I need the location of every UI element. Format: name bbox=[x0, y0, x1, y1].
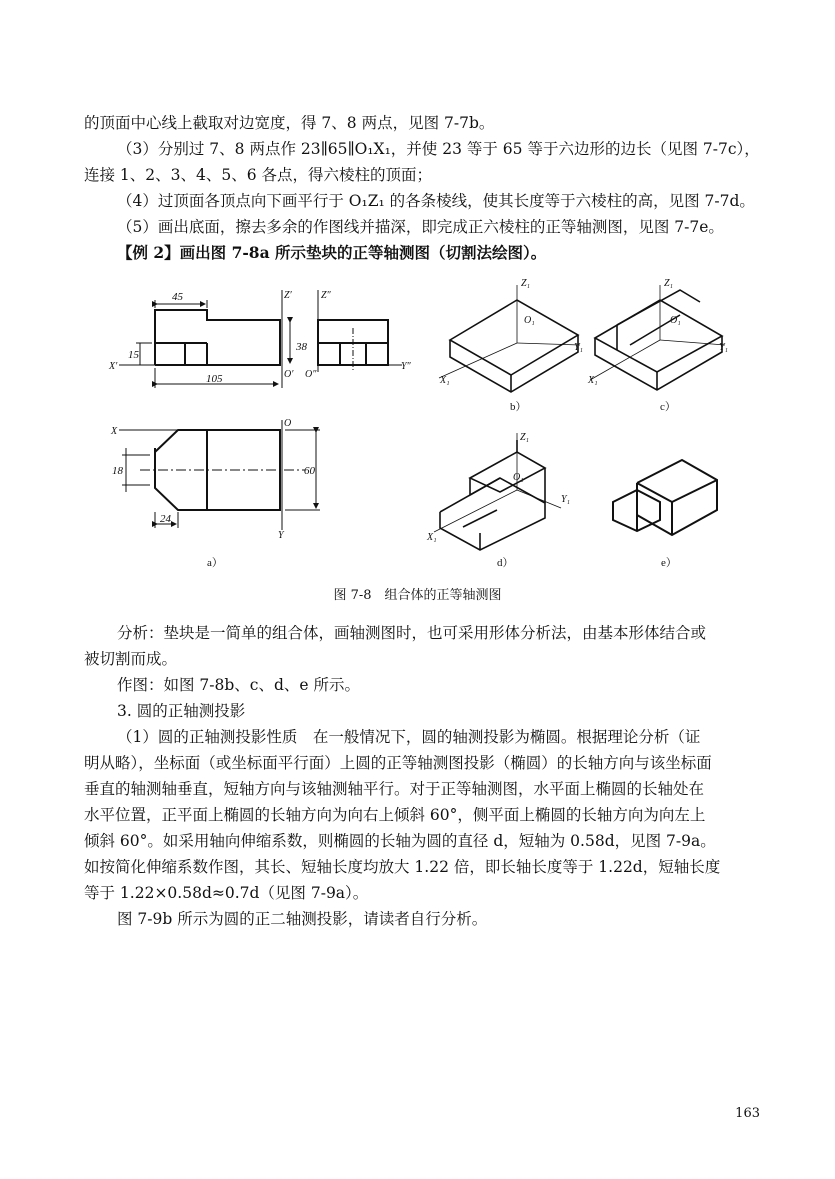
sublabel-a: a） bbox=[207, 557, 223, 569]
paragraph-line: （4）过顶面各顶点向下画平行于 O₁Z₁ 的各条棱线，使其长度等于六棱柱的高，见图 7-7d。 bbox=[117, 192, 755, 210]
label-Zp: Z′ bbox=[284, 290, 292, 301]
example-heading: 【例 2】画出图 7-8a 所示垫块的正等轴测图（切割法绘图）。 bbox=[117, 243, 547, 262]
label-O: O bbox=[284, 418, 292, 429]
paragraph-line: 的顶面中心线上截取对边宽度，得 7、8 两点，见图 7-7b。 bbox=[84, 114, 495, 132]
paragraph-line: 明从略），坐标面（或坐标面平行面）上圆的正等轴测图投影（椭圆）的长轴方向与该坐标面 bbox=[84, 754, 712, 772]
iso-c bbox=[595, 290, 722, 390]
paragraph-line: 垂直的轴测轴垂直，短轴方向与该轴测轴平行。对于正等轴测图，水平面上椭圆的长轴处在 bbox=[84, 780, 705, 798]
label-Y: Y bbox=[278, 530, 284, 541]
label-Y1-b: Y₁ bbox=[574, 342, 584, 353]
dim-18: 18 bbox=[112, 465, 123, 477]
label-X1-d: X₁ bbox=[427, 532, 437, 543]
dim-60: 60 bbox=[304, 465, 315, 477]
label-O1-c: O₁ bbox=[670, 315, 681, 326]
label-Z1-c: Z₁ bbox=[664, 278, 674, 289]
paragraph-line: （1）圆的正轴测投影性质 在一般情况下，圆的轴测投影为椭圆。根据理论分析（证 bbox=[117, 728, 701, 746]
paragraph-line: （5）画出底面，擦去多余的作图线并描深，即完成正六棱柱的正等轴测图，见图 7-7e。 bbox=[117, 218, 724, 236]
sublabel-e: e） bbox=[661, 557, 677, 569]
paragraph-line: 被切割而成。 bbox=[84, 650, 178, 668]
section-heading: 3. 圆的正轴测投影 bbox=[117, 702, 246, 720]
label-O1-b: O₁ bbox=[524, 315, 535, 326]
paragraph-line: 作图：如图 7-8b、c、d、e 所示。 bbox=[117, 676, 361, 694]
front-view bbox=[155, 310, 280, 365]
paragraph-line: 如按简化伸缩系数作图，其长、短轴长度均放大 1.22 倍，即长轴长度等于 1.22d，短轴长度 bbox=[84, 858, 721, 876]
paragraph-line: 倾斜 60°。如采用轴向伸缩系数，则椭圆的长轴为圆的直径 d，短轴为 0.58d，见图 7-9a。 bbox=[84, 832, 716, 850]
sublabel-c: c） bbox=[660, 401, 676, 413]
page-number: 163 bbox=[735, 1106, 760, 1121]
label-Z1-b: Z₁ bbox=[521, 278, 531, 289]
label-Op: O′ bbox=[284, 369, 294, 380]
label-Xp: X′ bbox=[109, 361, 118, 372]
iso-b bbox=[450, 300, 578, 392]
label-X1-b: X₁ bbox=[440, 375, 450, 386]
dim-15: 15 bbox=[128, 349, 139, 361]
paragraph-line: 水平位置，正平面上椭圆的长轴方向为向右上倾斜 60°，侧平面上椭圆的长轴方向为向左上 bbox=[84, 806, 706, 824]
label-X1-c: X₁ bbox=[588, 375, 598, 386]
label-Y1-d: Y₁ bbox=[561, 494, 571, 505]
paragraph-line: （3）分别过 7、8 两点作 23∥65∥O₁X₁，并使 23 等于 65 等于六边形的边长（见图 7-7c）， bbox=[117, 140, 760, 158]
label-Zpp: Z″ bbox=[321, 290, 331, 301]
label-X: X bbox=[111, 426, 118, 437]
dim-45: 45 bbox=[172, 291, 183, 303]
label-Y1-c: Y₁ bbox=[719, 342, 729, 353]
sublabel-b: b） bbox=[510, 401, 527, 413]
sublabel-d: d） bbox=[497, 557, 514, 569]
label-Z1-d: Z₁ bbox=[520, 432, 530, 443]
dim-38: 38 bbox=[296, 341, 307, 353]
paragraph-line: 图 7-9b 所示为圆的正二轴测投影，请读者自行分析。 bbox=[117, 910, 488, 928]
label-Opp: O″ bbox=[305, 369, 317, 380]
dim-105: 105 bbox=[206, 373, 223, 385]
iso-e bbox=[613, 460, 717, 535]
paragraph-line: 连接 1、2、3、4、5、6 各点，得六棱柱的顶面； bbox=[84, 166, 433, 184]
paragraph-line: 等于 1.22×0.58d≈0.7d（见图 7-9a）。 bbox=[84, 884, 369, 902]
dim-24: 24 bbox=[160, 513, 171, 525]
paragraph-line: 分析：垫块是一简单的组合体，画轴测图时，也可采用形体分析法，由基本形体结合或 bbox=[117, 624, 707, 642]
figure-caption: 图 7-8 组合体的正等轴测图 bbox=[333, 588, 502, 603]
label-Ypp: Y″ bbox=[401, 361, 411, 372]
label-O1-d: O₁ bbox=[513, 472, 524, 483]
